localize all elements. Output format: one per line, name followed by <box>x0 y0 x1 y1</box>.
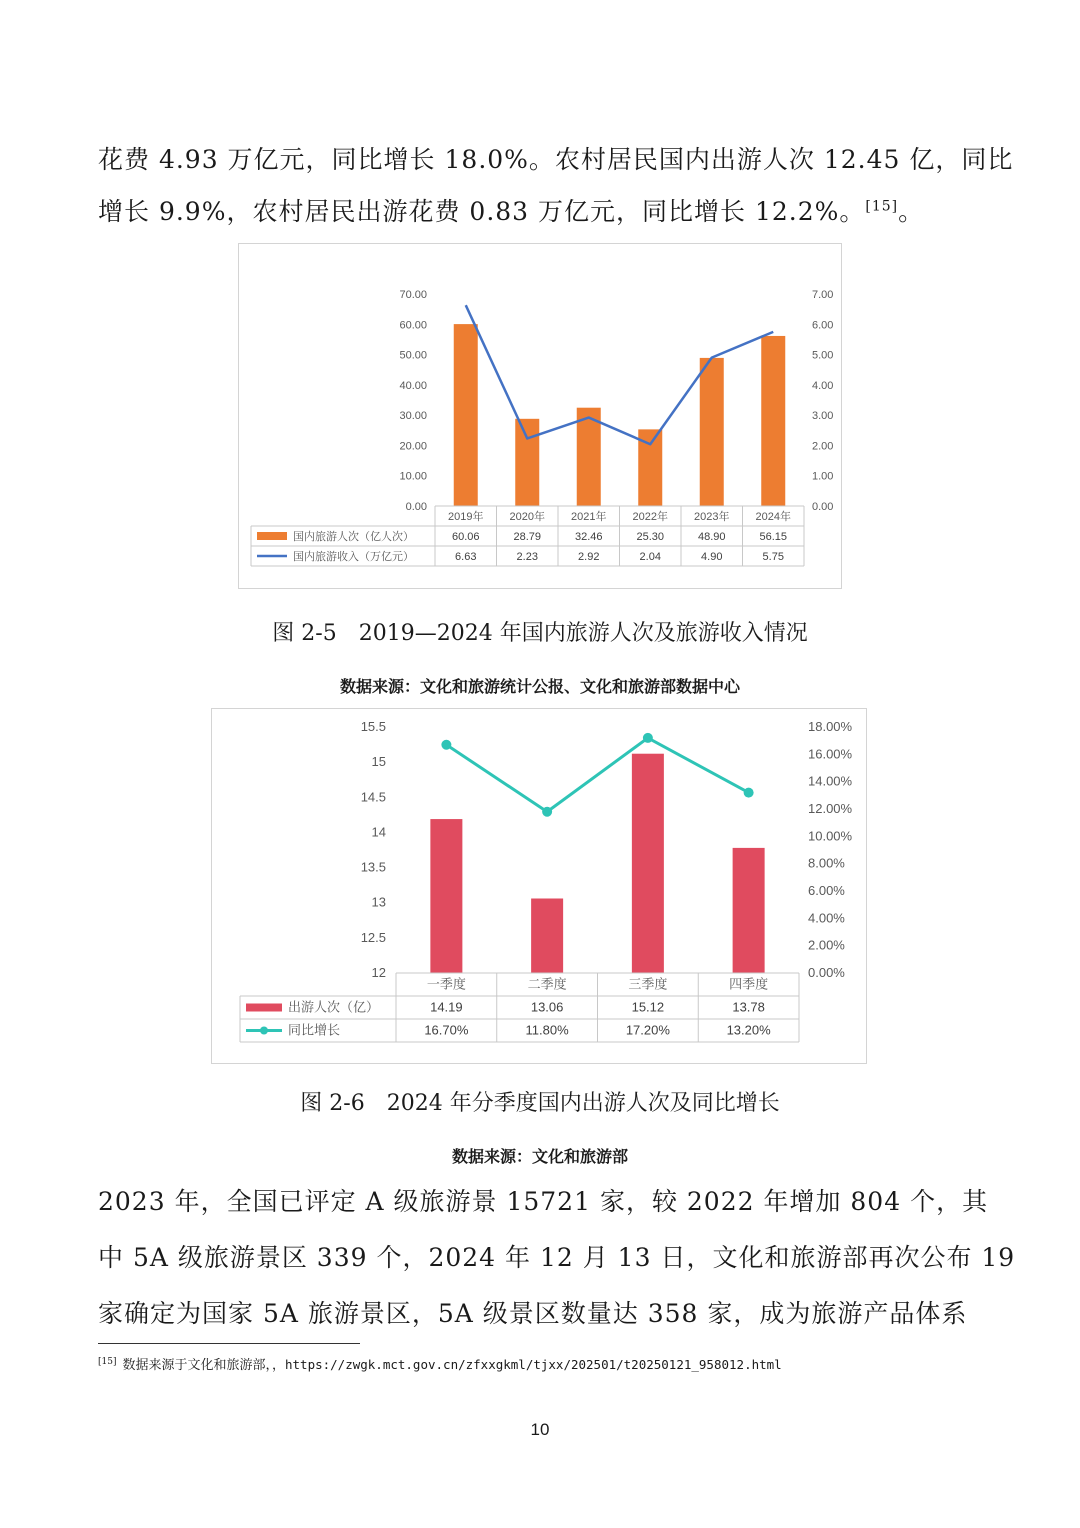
y-right-tick-label: 8.00% <box>808 855 845 871</box>
y-right-tick-label: 7.00 <box>812 289 834 301</box>
paragraph-line: 2023 年，全国已评定 A 级旅游景 15721 家，较 2022 年增加 804 个，其 <box>98 1187 989 1216</box>
data-label: 60.06 <box>451 531 480 543</box>
legend-label: 国内旅游收入（万亿元） <box>293 551 414 563</box>
bar <box>531 898 563 973</box>
quarterly-trips-chart-svg <box>212 709 866 1063</box>
data-label: 2.92 <box>578 551 600 563</box>
series-point <box>643 733 653 743</box>
y-left-tick-label: 50.00 <box>399 349 427 362</box>
y-left-tick-label: 15 <box>371 754 386 770</box>
domestic-tourism-chart-svg <box>239 244 841 588</box>
y-right-tick-label: 18.00% <box>808 719 853 734</box>
series-point <box>542 807 552 817</box>
y-right-tick-label: 5.00 <box>812 349 834 362</box>
data-label: 6.63 <box>455 551 477 563</box>
paragraph-line: 中 5A 级旅游景区 339 个，2024 年 12 月 13 日，文化和旅游部再次公布 19 <box>98 1243 1016 1272</box>
figure-caption: 图 2-6 2024 年分季度国内出游人次及同比增长 <box>300 1091 780 1116</box>
figure-caption: 图 2-5 2019—2024 年国内旅游人次及旅游收入情况 <box>272 621 808 646</box>
paragraph-line: 花费 4.93 万亿元，同比增长 18.0%。农村居民国内出游人次 12.45 亿，同比 <box>98 145 1014 174</box>
data-label: 28.79 <box>513 531 542 543</box>
category-label: 三季度 <box>628 976 668 992</box>
footnote-link[interactable]: https://zwgk.mct.gov.cn/zfxxgkml/tjxx/202501/t20250121_958012.html <box>285 1357 782 1372</box>
y-right-tick-label: 6.00% <box>808 883 845 898</box>
category-label: 2024年 <box>755 511 791 523</box>
y-right-tick-label: 4.00 <box>812 379 834 392</box>
y-left-tick-label: 70.00 <box>399 289 427 301</box>
y-left-tick-label: 10.00 <box>399 470 427 483</box>
data-label: 13.20% <box>726 1022 771 1038</box>
legend-label: 国内旅游人次（亿人次） <box>293 531 414 543</box>
y-left-tick-label: 13 <box>371 894 386 910</box>
data-label: 5.75 <box>762 551 784 563</box>
footnote-text: 数据来源于文化和旅游部，， <box>122 1358 285 1373</box>
data-label: 4.90 <box>701 551 723 563</box>
data-label: 2.23 <box>516 551 538 563</box>
data-label: 25.30 <box>636 531 665 543</box>
series-point <box>744 788 754 798</box>
bar <box>700 358 724 506</box>
footnote-reference[interactable]: [15] <box>865 198 899 215</box>
y-right-tick-label: 16.00% <box>808 746 853 762</box>
bar <box>454 324 478 506</box>
data-label: 13.78 <box>732 999 765 1015</box>
legend-key-marker <box>260 1027 268 1035</box>
legend-key-bar <box>246 1004 282 1012</box>
paragraph-a-level-scenic-spots <box>98 1174 1016 1342</box>
data-label: 48.90 <box>697 531 726 543</box>
y-right-tick-label: 4.00% <box>808 910 845 926</box>
y-left-tick-label: 0.00 <box>405 501 427 513</box>
y-right-tick-label: 14.00% <box>808 773 853 789</box>
footnote-divider <box>98 1343 360 1344</box>
paragraph-line: 。 <box>898 197 925 226</box>
bar <box>632 754 664 973</box>
y-right-tick-label: 1.00 <box>812 470 834 483</box>
figure-source: 数据来源：文化和旅游统计公报、文化和旅游部数据中心 <box>339 677 740 696</box>
y-right-tick-label: 0.00 <box>812 501 834 513</box>
category-label: 2020年 <box>509 511 545 523</box>
domestic-tourism-chart <box>238 243 842 589</box>
series-line <box>466 305 774 444</box>
y-right-tick-label: 2.00% <box>808 937 845 953</box>
category-label: 2019年 <box>448 511 484 523</box>
paragraph-line: 家确定为国家 5A 旅游景区，5A 级景区数量达 358 家，成为旅游产品体系 <box>98 1299 968 1328</box>
legend-key-bar <box>257 532 287 540</box>
y-left-tick-label: 12.5 <box>360 929 386 945</box>
bar <box>761 336 785 506</box>
category-label: 二季度 <box>527 976 567 992</box>
category-label: 四季度 <box>729 976 769 992</box>
data-label: 16.70% <box>424 1022 469 1038</box>
category-label: 2023年 <box>694 511 730 523</box>
page-number: 10 <box>530 1420 550 1439</box>
data-label: 11.80% <box>525 1022 569 1038</box>
category-label: 一季度 <box>426 976 466 992</box>
bar <box>733 848 765 973</box>
data-label: 32.46 <box>574 531 603 543</box>
footnote <box>98 1354 782 1373</box>
y-left-tick-label: 13.5 <box>360 859 386 875</box>
y-right-tick-label: 12.00% <box>808 801 853 816</box>
category-label: 2022年 <box>632 511 668 523</box>
y-left-tick-label: 14 <box>371 824 386 840</box>
data-label: 56.15 <box>759 531 788 543</box>
data-label: 17.20% <box>625 1022 670 1038</box>
y-left-tick-label: 12 <box>371 965 386 980</box>
y-right-tick-label: 6.00 <box>812 319 834 332</box>
series-point <box>441 740 451 750</box>
category-label: 2021年 <box>571 511 607 523</box>
y-left-tick-label: 14.5 <box>360 789 386 805</box>
y-right-tick-label: 10.00% <box>808 828 853 844</box>
bar <box>515 419 539 506</box>
y-left-tick-label: 20.00 <box>399 440 427 453</box>
y-left-tick-label: 60.00 <box>399 319 427 332</box>
series-line <box>446 738 748 812</box>
data-label: 13.06 <box>530 999 564 1015</box>
paragraph-line: 增长 9.9%，农村居民出游花费 0.83 万亿元，同比增长 12.2%。 <box>98 197 866 226</box>
data-label: 2.04 <box>639 551 661 563</box>
bar <box>430 819 462 973</box>
paragraph-rural-tourism <box>98 134 1014 238</box>
legend-label: 出游人次（亿） <box>288 999 380 1015</box>
legend-label: 同比增长 <box>288 1022 341 1038</box>
y-left-tick-label: 15.5 <box>360 719 386 734</box>
data-label: 15.12 <box>631 999 665 1015</box>
data-label: 14.19 <box>430 999 463 1015</box>
y-right-tick-label: 0.00% <box>808 965 845 980</box>
y-left-tick-label: 30.00 <box>399 410 427 423</box>
y-right-tick-label: 3.00 <box>812 410 834 423</box>
footnote-mark: [15] <box>98 1356 117 1367</box>
quarterly-trips-chart <box>211 708 867 1064</box>
y-left-tick-label: 40.00 <box>399 379 427 392</box>
figure-source: 数据来源：文化和旅游部 <box>451 1147 628 1166</box>
y-right-tick-label: 2.00 <box>812 440 834 453</box>
